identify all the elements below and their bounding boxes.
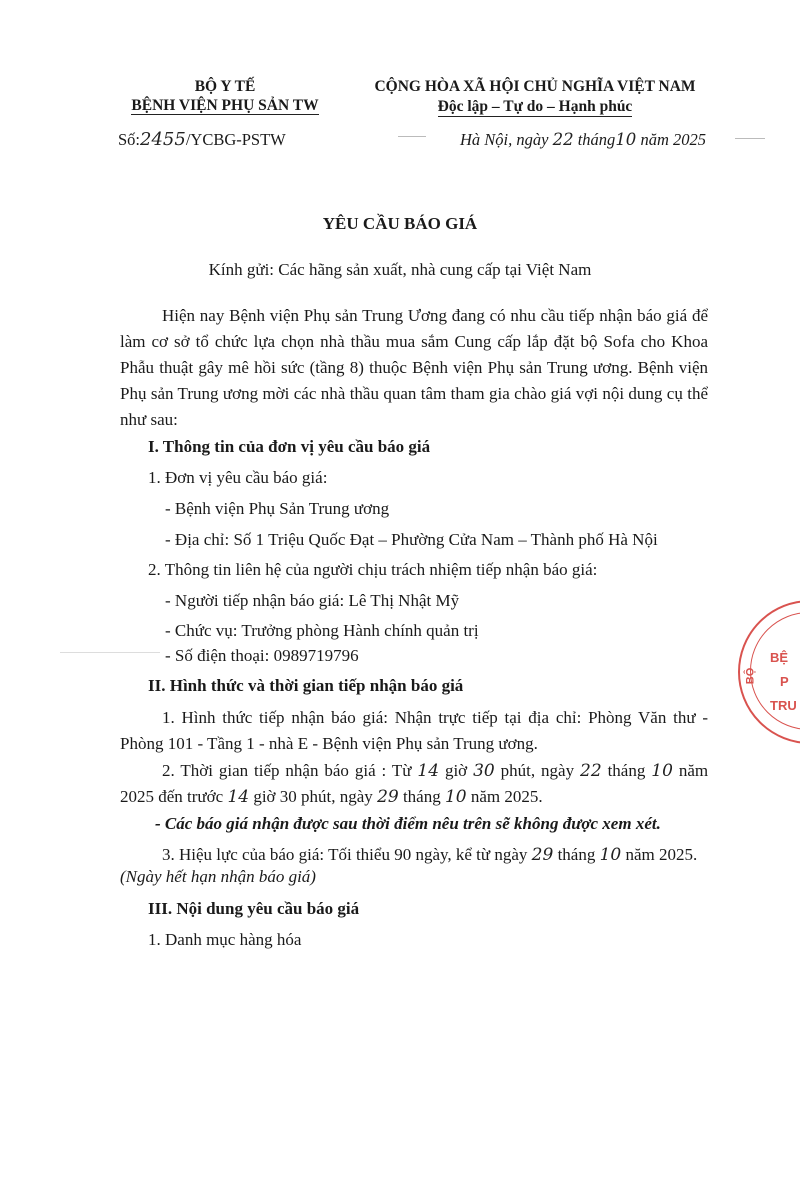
time-month-1: 10 [651, 761, 673, 781]
document-number [118, 127, 286, 153]
section-3-heading: III. Nội dung yêu cầu báo giá [148, 899, 360, 918]
intro-paragraph: Hiện nay Bệnh viện Phụ sản Trung Ương đang có nhu cầu tiếp nhận báo giá để làm cơ sở tổ chức lựa chọn nhà thầu mua sắm Cung cấp lắp đặt bộ Sofa cho Khoa Phẫu thuật gây mê hồi sức (tầng 8) thuộc Bệnh viện Phụ sản Trung ương. Bệnh viện Phụ sản Trung ương mời các nhà thầu quan tâm tham gia chào giá vợi nội dung cụ thể như sau: [120, 306, 708, 429]
recipient-line: Kính gửi: Các hãng sản xuất, nhà cung cấp tại Việt Nam [208, 260, 592, 279]
date-prefix: Hà Nội, ngày [460, 130, 549, 149]
republic-name: CỘNG HÒA XÃ HỘI CHỦ NGHĨA VIỆT NAM [374, 78, 696, 95]
time-text-4: tháng [607, 761, 646, 780]
validity-text-1: 3. Hiệu lực của báo giá: Tối thiểu 90 ngày, kể từ ngày [162, 845, 528, 864]
official-stamp [738, 600, 800, 744]
hospital-name [100, 95, 350, 116]
document-date [460, 127, 706, 153]
time-text-2: giờ [444, 761, 468, 780]
receive-form: 1. Hình thức tiếp nhận báo giá: Nhận trực tiếp tại địa chỉ: Phòng Văn thư - Phòng 101 - Tầng 1 - nhà E - Bệnh viện Phụ sản Trung ương. [120, 708, 708, 753]
stamp-side-text: BỘ [744, 667, 757, 685]
time-month-2: 10 [444, 787, 467, 807]
hospital-name-text: BỆNH VIỆN PHỤ SẢN TW [131, 97, 319, 114]
time-text-8: năm 2025. [470, 787, 543, 806]
date-day-handwritten: 22 [552, 130, 574, 149]
number-prefix: Số: [118, 130, 141, 149]
stamp-text-2: P [780, 674, 789, 689]
number-handwritten: 2455 [140, 129, 186, 150]
unit-name: - Bệnh viện Phụ Sản Trung ương [165, 499, 390, 518]
receiver-name: - Người tiếp nhận báo giá: Lê Thị Nhật Mỹ [165, 591, 460, 610]
receiver-position: - Chức vụ: Trưởng phòng Hành chính quản trị [165, 621, 479, 640]
section-1-heading: I. Thông tin của đơn vị yêu cầu báo giá [148, 437, 431, 456]
scan-line [60, 652, 160, 653]
document-title: YÊU CẦU BÁO GIÁ [322, 214, 478, 233]
date-month-label: tháng [577, 130, 616, 149]
number-suffix: /YCBG-PSTW [185, 130, 286, 149]
ministry-name: BỘ Y TẾ [194, 78, 256, 95]
validity-day: 29 [531, 845, 554, 865]
time-day-2: 29 [377, 787, 399, 807]
section-1-item-2: 2. Thông tin liên hệ của người chịu trách nhiệm tiếp nhận báo giá: [148, 560, 598, 579]
date-month-handwritten: 10 [615, 130, 637, 149]
stamp-text-1: BỆ [770, 650, 789, 665]
date-suffix: năm 2025 [640, 130, 706, 149]
time-text-7: tháng [402, 787, 441, 806]
time-hour-2: 14 [227, 787, 250, 807]
validity-note: (Ngày hết hạn nhận báo giá) [120, 867, 316, 886]
time-minute-1: 30 [473, 761, 495, 781]
validity-month: 10 [599, 845, 622, 865]
motto-text: Độc lập – Tự do – Hạnh phúc [437, 98, 633, 115]
time-text-6: giờ 30 phút, ngày [253, 787, 373, 806]
section-1-item-1: 1. Đơn vị yêu cầu báo giá: [148, 468, 328, 487]
scan-speck [735, 138, 765, 139]
section-3-item-1: 1. Danh mục hàng hóa [148, 930, 302, 949]
time-day-1: 22 [580, 761, 602, 781]
note-dash: - [155, 814, 165, 833]
stamp-text-3: TRU [770, 698, 797, 713]
late-submission-note [155, 811, 661, 837]
unit-address: - Địa chỉ: Số 1 Triệu Quốc Đạt – Phường Cửa Nam – Thành phố Hà Nội [165, 530, 658, 549]
receive-time [120, 758, 708, 810]
time-text-1: 2. Thời gian tiếp nhận báo giá : Từ [162, 761, 412, 780]
time-hour-1: 14 [417, 761, 440, 781]
time-text-5: năm 2025 đến trước [120, 761, 709, 806]
validity-text-2: tháng [557, 845, 596, 864]
time-text-3: phút, ngày [500, 761, 575, 780]
receiver-phone: - Số điện thoại: 0989719796 [165, 646, 359, 665]
validity-text-3: năm 2025. [625, 845, 698, 864]
note-text: Các báo giá nhận được sau thời điểm nêu trên sẽ không được xem xét. [164, 814, 661, 833]
scan-speck [398, 136, 426, 137]
motto [355, 96, 715, 117]
section-2-heading: II. Hình thức và thời gian tiếp nhận báo giá [148, 676, 464, 695]
